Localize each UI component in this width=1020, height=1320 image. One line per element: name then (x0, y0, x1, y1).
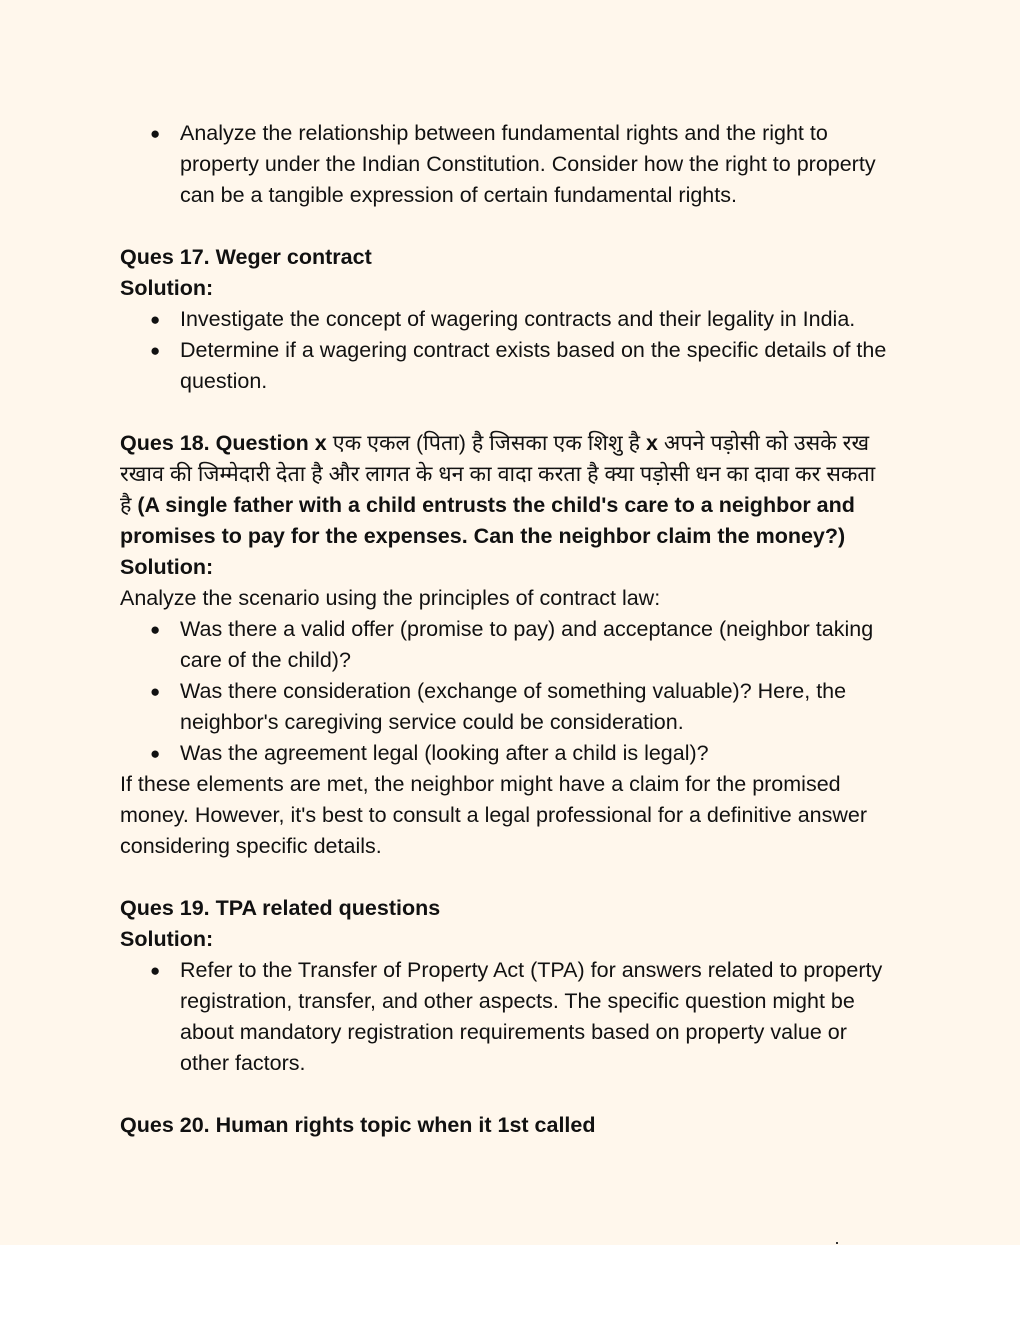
solution-label: Solution: (120, 555, 214, 579)
document-content (120, 118, 890, 1141)
list-item: ● Analyze the relationship between fundamental rights and the right to property under the Indian Constitution. Consider how the right to property can be a tangible expression of certain fundamental rights. (120, 118, 890, 211)
list-item: ● Was the agreement legal (looking after a child is legal)? (120, 738, 890, 769)
q17-bullet-list (120, 304, 890, 397)
question-18-title: Ques 18. Question x एक एकल (पिता) है जिसका एक शिशु है x अपने पड़ोसी को उसके रख रखाव की जिम्मेदारी देता है और लागत के धन का वादा करता है क्या पड़ोसी धन का दावा कर सकता है (A single father with a child entrusts the child's care to a neighbor and promises to pay for the expenses. Can the neighbor claim the money?) (120, 431, 876, 548)
list-item: ● Investigate the concept of wagering contracts and their legality in India. (120, 304, 890, 335)
list-item: ● Refer to the Transfer of Property Act (TPA) for answers related to property registration, transfer, and other aspects. The specific question might be about mandatory registration requirements based on property value or other factors. (120, 955, 890, 1079)
question-17-title: Ques 17. Weger contract (120, 245, 372, 269)
q19-bullet-list (120, 955, 890, 1079)
top-bullet-list (120, 118, 890, 211)
q18-intro: Analyze the scenario using the principles of contract law: (120, 586, 661, 610)
list-item: ● Was there consideration (exchange of something valuable)? Here, the neighbor's caregiving service could be consideration. (120, 676, 890, 738)
solution-label: Solution: (120, 927, 214, 951)
page-mark (836, 1242, 838, 1244)
list-item: ● Was there a valid offer (promise to pay) and acceptance (neighbor taking care of the child)? (120, 614, 890, 676)
question-20-title: Ques 20. Human rights topic when it 1st called (120, 1113, 596, 1137)
list-item: ● Determine if a wagering contract exists based on the specific details of the question. (120, 335, 890, 397)
solution-label: Solution: (120, 276, 214, 300)
q18-conclusion: If these elements are met, the neighbor might have a claim for the promised money. However, it's best to consult a legal professional for a definitive answer considering specific details. (120, 772, 868, 858)
q18-bullet-list (120, 614, 890, 769)
question-19-title: Ques 19. TPA related questions (120, 896, 441, 920)
